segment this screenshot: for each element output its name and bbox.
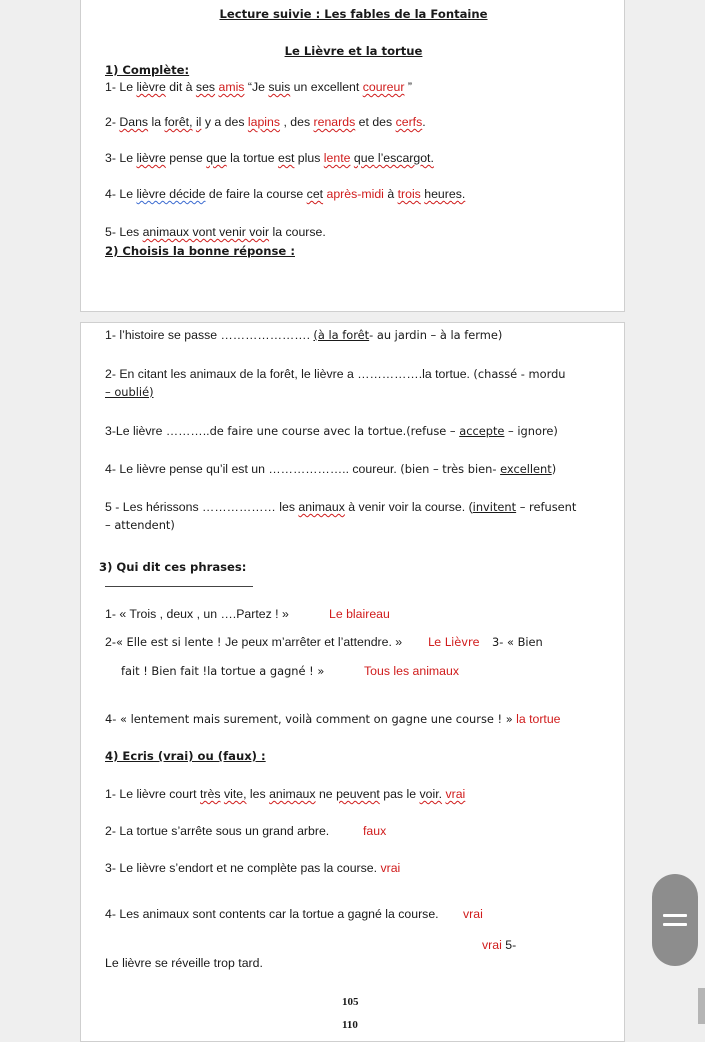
section-2-heading: 2) Choisis la bonne réponse : xyxy=(105,244,295,258)
quote-line-1: 1- « Trois , deux , un ….Partez ! » xyxy=(105,607,289,621)
quote-line-3: fait ! Bien fait !la tortue a gagné ! » xyxy=(121,664,325,678)
quote-answer-1: Le blaireau xyxy=(329,607,390,621)
document-title: Lecture suivie : Les fables de la Fontaine xyxy=(219,7,488,21)
quote-answer-3: Tous les animaux xyxy=(364,664,460,678)
complete-item-5: 5- Les animaux vont venir voir la course. xyxy=(105,225,326,239)
section-1-heading: 1) Complète: xyxy=(105,63,190,77)
choice-item-2-cont: – oublié) xyxy=(105,385,154,399)
truefalse-item-3: 3- Le lièvre s’endort et ne complète pas la course. vrai xyxy=(105,861,401,875)
section-3-heading: 3) Qui dit ces phrases: xyxy=(99,560,247,574)
choice-item-5: 5 - Les hérissons ……………… les animaux à venir voir la course. (invitent – refusent xyxy=(105,500,577,514)
quote-line-4: 4- « lentement mais surement, voilà comment on gagne une course ! » la tortue xyxy=(105,712,561,726)
complete-item-3: 3- Le lièvre pense que la tortue est plus lente que l’escargot. xyxy=(105,151,434,165)
choice-item-4: 4- Le lièvre pense qu’il est un ……………….. coureur. (bien – très bien- excellent) xyxy=(105,462,557,476)
grip-line-icon xyxy=(663,923,687,926)
next-page-number: 110 xyxy=(342,1019,358,1031)
truefalse-item-2: 2- La tortue s’arrête sous un grand arbre. xyxy=(105,824,330,838)
quote-answer-2: Le Lièvre xyxy=(428,635,480,649)
truefalse-item-4: 4- Les animaux sont contents car la tortue a gagné la course. xyxy=(105,907,439,921)
quote-line-2: 2-« Elle est si lente ! Je peux m’arrêter et l’attendre. » xyxy=(105,635,403,649)
quote-line-3-start: 3- « Bien xyxy=(492,635,543,649)
complete-item-4: 4- Le lièvre décide de faire la course cet après-midi à trois heures. xyxy=(105,187,466,201)
worksheet-page-bottom xyxy=(80,322,625,1042)
section-3-divider xyxy=(105,586,253,587)
truefalse-item-5-number: vrai 5- xyxy=(482,938,517,952)
grip-line-icon xyxy=(663,914,687,917)
truefalse-item-1: 1- Le lièvre court très vite, les animaux ne peuvent pas le voir. vrai xyxy=(105,787,466,801)
section-4-heading: 4) Ecris (vrai) ou (faux) : xyxy=(105,749,266,763)
choice-item-5-cont: – attendent) xyxy=(105,518,175,532)
page-number: 105 xyxy=(342,996,359,1008)
truefalse-answer-2: faux xyxy=(363,824,387,838)
fable-title: Le Lièvre et la tortue xyxy=(284,44,423,58)
choice-item-2: 2- En citant les animaux de la forêt, le lièvre a …………….la tortue. (chassé - mordu xyxy=(105,367,566,381)
truefalse-item-5: Le lièvre se réveille trop tard. xyxy=(105,956,263,970)
worksheet-page-top xyxy=(80,0,625,312)
scrollbar-thumb[interactable] xyxy=(698,988,705,1024)
scroll-handle[interactable] xyxy=(652,874,698,966)
complete-item-2: 2- Dans la forêt, il y a des lapins , des renards et des cerfs. xyxy=(105,115,426,129)
choice-item-1: 1- l’histoire se passe …………………. (à la forêt- au jardin – à la ferme) xyxy=(105,328,503,342)
choice-item-3: 3-Le lièvre ………..de faire une course avec la tortue.(refuse – accepte – ignore) xyxy=(105,424,558,438)
complete-item-1: 1- Le lièvre dit à ses amis “Je suis un excellent coureur ” xyxy=(105,80,412,94)
truefalse-answer-4: vrai xyxy=(463,907,483,921)
